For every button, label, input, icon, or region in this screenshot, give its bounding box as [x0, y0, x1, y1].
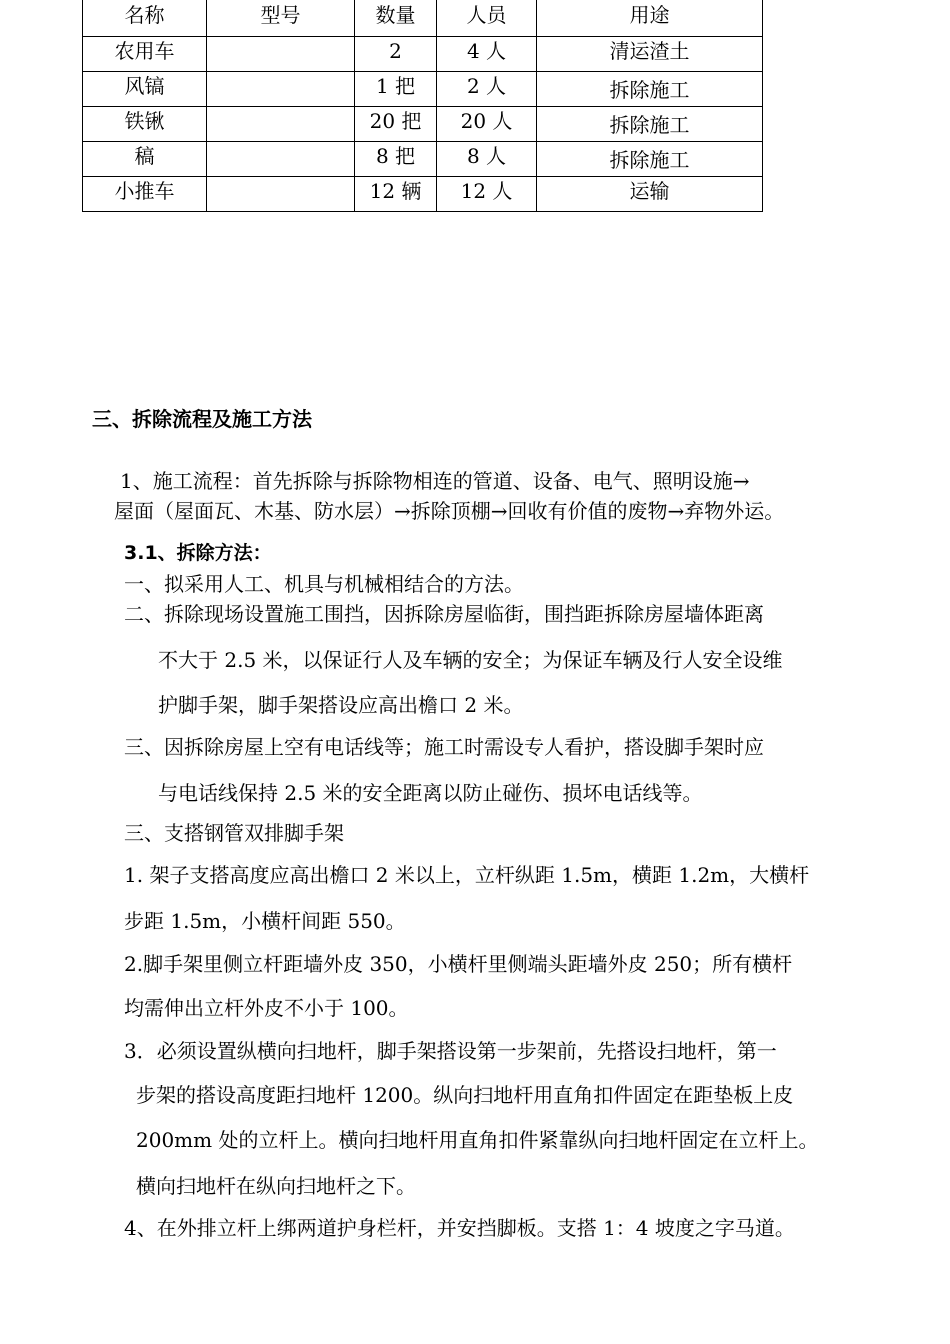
table-cell: [207, 72, 355, 107]
equipment-table: [82, 0, 763, 212]
table-cell: 20 人: [437, 107, 537, 142]
table-cell: [207, 37, 355, 72]
table-cell: [207, 107, 355, 142]
table-cell: 农用车: [83, 37, 207, 72]
table-cell: 风镐: [83, 72, 207, 107]
paragraph-line: 三、因拆除房屋上空有电话线等；施工时需设专人看护，搭设脚手架时应: [124, 735, 764, 759]
table-cell: 清运渣土: [537, 37, 763, 72]
paragraph-line: 与电话线保持 2.5 米的安全距离以防止碰伤、损坏电话线等。: [158, 781, 703, 805]
table-row: [83, 37, 763, 72]
method-subheading: 3.1、拆除方法：: [124, 542, 272, 564]
paragraph-line: 护脚手架，脚手架搭设应高出檐口 2 米。: [158, 693, 524, 717]
paragraph-line: 二、拆除现场设置施工围挡，因拆除房屋临街，围挡距拆除房屋墙体距离: [124, 602, 764, 626]
list-item-line: 均需伸出立杆外皮不小于 100。: [124, 996, 409, 1020]
table-header-cell: 型号: [207, 0, 355, 37]
section-heading: 三、拆除流程及施工方法: [92, 407, 312, 431]
list-item-line: 3．必须设置纵横向扫地杆，脚手架搭设第一步架前，先搭设扫地杆，第一: [124, 1039, 777, 1063]
table-row: [83, 72, 763, 107]
flow-text-line: 屋面（屋面瓦、木基、防水层）→拆除顶棚→回收有价值的废物→弃物外运。: [114, 499, 785, 523]
flow-text-line: 1、施工流程：首先拆除与拆除物相连的管道、设备、电气、照明设施→: [120, 469, 750, 493]
list-item-line: 200mm 处的立杆上。横向扫地杆用直角扣件紧靠纵向扫地杆固定在立杆上。: [136, 1128, 819, 1152]
table-cell: 铁锹: [83, 107, 207, 142]
table-row: [83, 107, 763, 142]
table-cell: 12 辆: [355, 177, 437, 212]
table-cell: 拆除施工: [537, 72, 763, 107]
table-cell: 拆除施工: [537, 107, 763, 142]
paragraph-line: 不大于 2.5 米，以保证行人及车辆的安全；为保证车辆及行人安全设维: [158, 648, 783, 672]
table-header-cell: 数量: [355, 0, 437, 37]
table-header-cell: 用途: [537, 0, 763, 37]
table-header-cell: 名称: [83, 0, 207, 37]
table-cell: 8 把: [355, 142, 437, 177]
list-item-line: 1. 架子支搭高度应高出檐口 2 米以上，立杆纵距 1.5m，横距 1.2m，大横杆: [124, 863, 810, 887]
table-cell: 4 人: [437, 37, 537, 72]
table-row: [83, 142, 763, 177]
table-header-cell: 人员: [437, 0, 537, 37]
table-cell: 2 人: [437, 72, 537, 107]
table-cell: [207, 142, 355, 177]
table-cell: 1 把: [355, 72, 437, 107]
list-item-line: 步距 1.5m，小横杆间距 550。: [124, 909, 406, 933]
list-item-line: 2.脚手架里侧立杆距墙外皮 350，小横杆里侧端头距墙外皮 250；所有横杆: [124, 952, 793, 976]
list-item-line: 4、在外排立杆上绑两道护身栏杆，并安挡脚板。支搭 1：4 坡度之字马道。: [124, 1216, 795, 1240]
table-cell: 8 人: [437, 142, 537, 177]
paragraph-line: 一、拟采用人工、机具与机械相结合的方法。: [124, 572, 524, 596]
table-cell: 12 人: [437, 177, 537, 212]
table-cell: 稿: [83, 142, 207, 177]
table-cell: 小推车: [83, 177, 207, 212]
table-cell: [207, 177, 355, 212]
table-header-row: [83, 0, 763, 37]
list-item-line: 横向扫地杆在纵向扫地杆之下。: [136, 1174, 416, 1198]
table-cell: 运输: [537, 177, 763, 212]
paragraph-line: 三、支搭钢管双排脚手架: [124, 821, 344, 845]
table-cell: 2: [355, 37, 437, 72]
table-row: [83, 177, 763, 212]
list-item-line: 步架的搭设高度距扫地杆 1200。纵向扫地杆用直角扣件固定在距垫板上皮: [136, 1083, 794, 1107]
table-cell: 20 把: [355, 107, 437, 142]
table-cell: 拆除施工: [537, 142, 763, 177]
